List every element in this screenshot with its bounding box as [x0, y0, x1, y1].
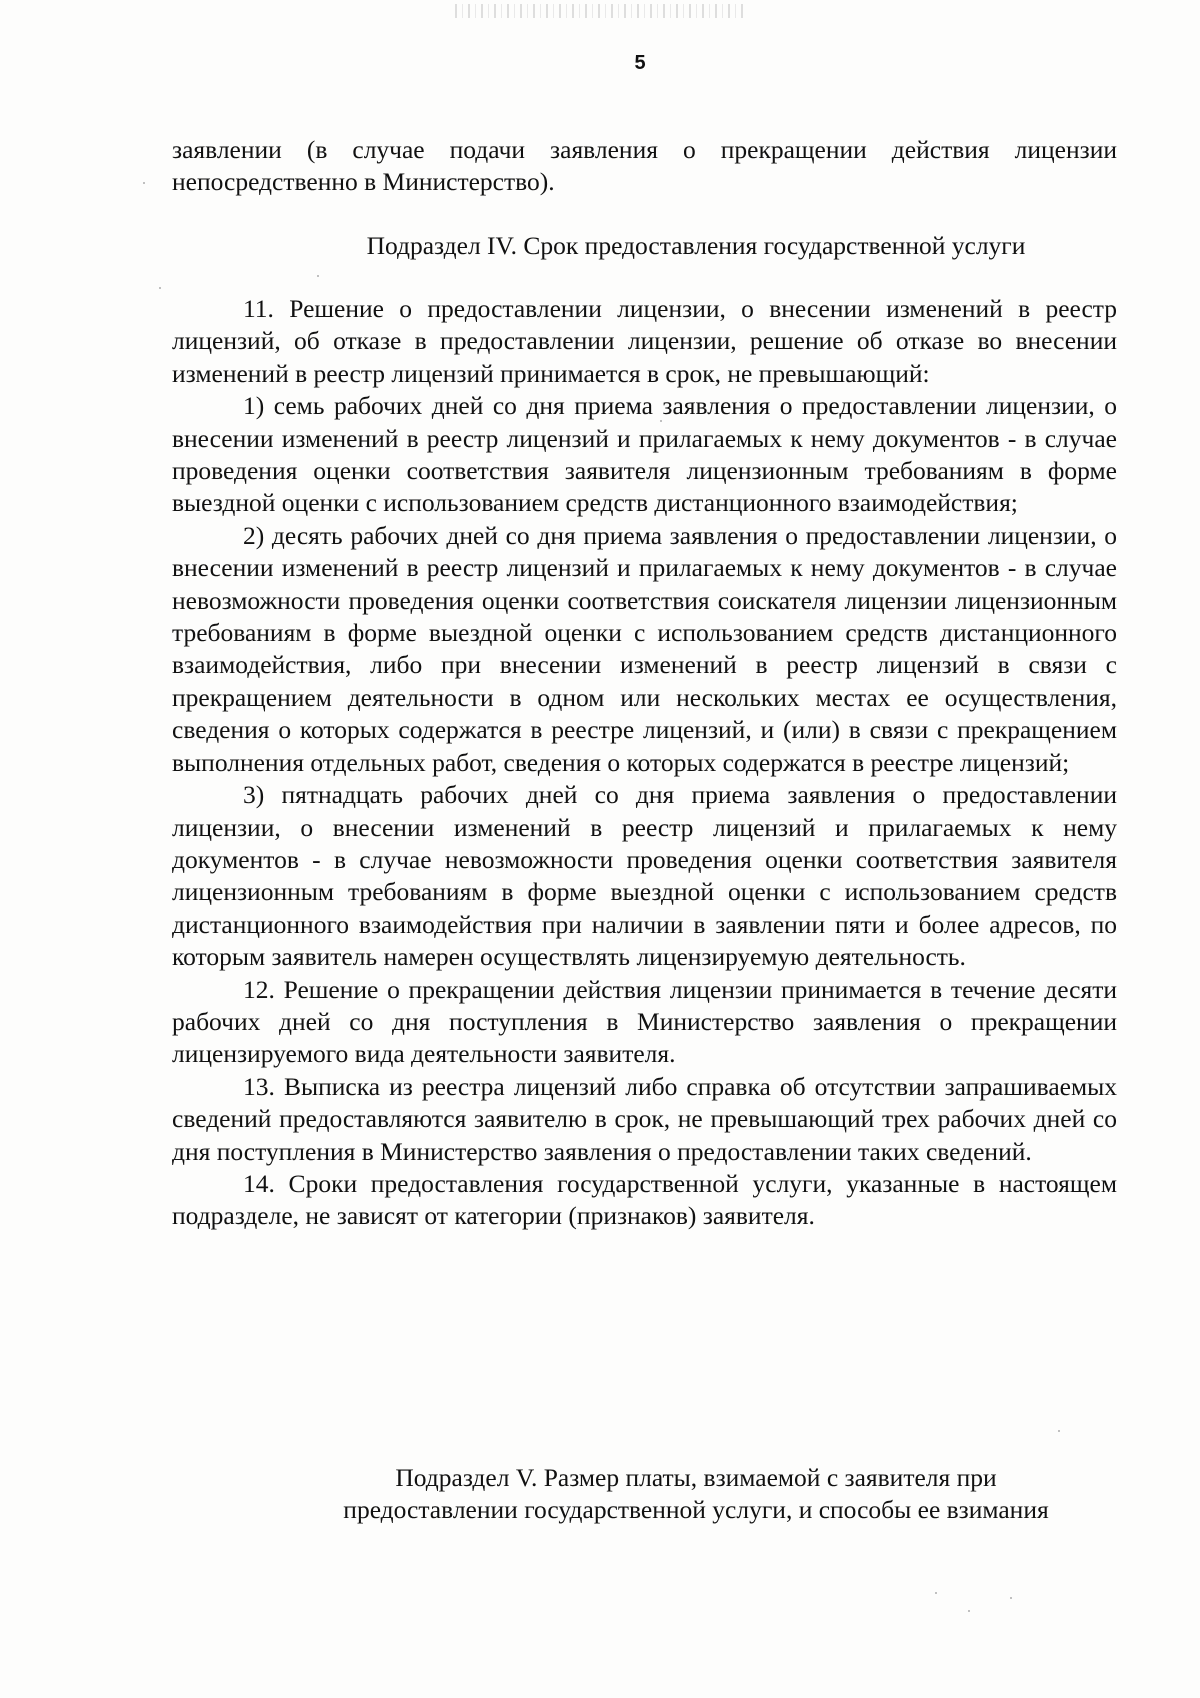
scan-speck	[143, 182, 145, 184]
subsection-5-heading-line-1: Подраздел V. Размер платы, взимаемой с заявителя при	[395, 1463, 997, 1492]
main-text	[172, 293, 1117, 1233]
page-number: 5	[634, 52, 646, 74]
scan-speck	[968, 1610, 970, 1612]
item-3: 3) пятнадцать рабочих дней со дня приема заявления о предоставлении лицензии, о внесении изменений в реестр лицензий и прилагаемых к нему документов - в случае невозможности проведения оценки соответствия заявителя лицензионным требованиям в форме выездной оценки с использованием средств дистанционного взаимодействия при наличии в заявлении пяти и более адресов, по которым заявитель намерен осуществлять лицензируемую деятельность.	[172, 780, 1117, 972]
subsection-5-block	[296, 1462, 1096, 1526]
subsection-4-heading: Подраздел IV. Срок предоставления государственной услуги	[366, 231, 1026, 260]
paragraph-13: 13. Выписка из реестра лицензий либо справка об отсутствии запрашиваемых сведений предоставляются заявителю в срок, не превышающий трех рабочих дней со дня поступления в Министерство заявления о предоставлении таких сведений.	[172, 1071, 1117, 1166]
subsection-4-block	[296, 230, 1096, 262]
intro-paragraph: заявлении (в случае подачи заявления о прекращении действия лицензии непосредственно в Министерство).	[172, 135, 1117, 197]
scan-speck	[660, 420, 662, 422]
scan-speck	[1058, 1430, 1060, 1432]
paragraph-14: 14. Сроки предоставления государственной услуги, указанные в настоящем подразделе, не зависят от категории (признаков) заявителя.	[172, 1168, 1117, 1231]
scan-speck	[1010, 1597, 1012, 1599]
scan-speck	[159, 287, 161, 289]
paragraph-11: 11. Решение о предоставлении лицензии, о внесении изменений в реестр лицензий, об отказе в предоставлении лицензии, решение об отказе во внесении изменений в реестр лицензий принимается в срок, не превышающий:	[172, 294, 1117, 388]
scan-speck	[935, 1592, 937, 1594]
intro-block	[172, 134, 1117, 199]
item-2: 2) десять рабочих дней со дня приема заявления о предоставлении лицензии, о внесении изменений в реестр лицензий и прилагаемых к нему документов - в случае невозможности проведения оценки соответствия соискателя лицензии лицензионным требованиям в форме выездной оценки с использованием средств дистанционного взаимодействия, либо при внесении изменений в реестр лицензий в связи с прекращением деятельности в одном или нескольких местах ее осуществления, сведения о которых содержатся в реестре лицензий, и (или) в связи с прекращением выполнения отдельных работ, сведения о которых содержатся в реестре лицензий;	[172, 520, 1117, 777]
scan-speck	[317, 275, 319, 277]
subsection-5-heading-line-2: предоставлении государственной услуги, и способы ее взимания	[343, 1495, 1049, 1524]
paragraph-12: 12. Решение о прекращении действия лицензии принимается в течение десяти рабочих дней со дня поступления в Министерство заявления о прекращении лицензируемого вида деятельности заявителя.	[172, 974, 1117, 1069]
item-1: 1) семь рабочих дней со дня приема заявления о предоставлении лицензии, о внесении изменений в реестр лицензий и прилагаемых к нему документов - в случае проведения оценки соответствия заявителя лицензионным требованиям в форме выездной оценки с использованием средств дистанционного взаимодействия;	[172, 391, 1117, 518]
scan-artifact	[455, 4, 745, 18]
